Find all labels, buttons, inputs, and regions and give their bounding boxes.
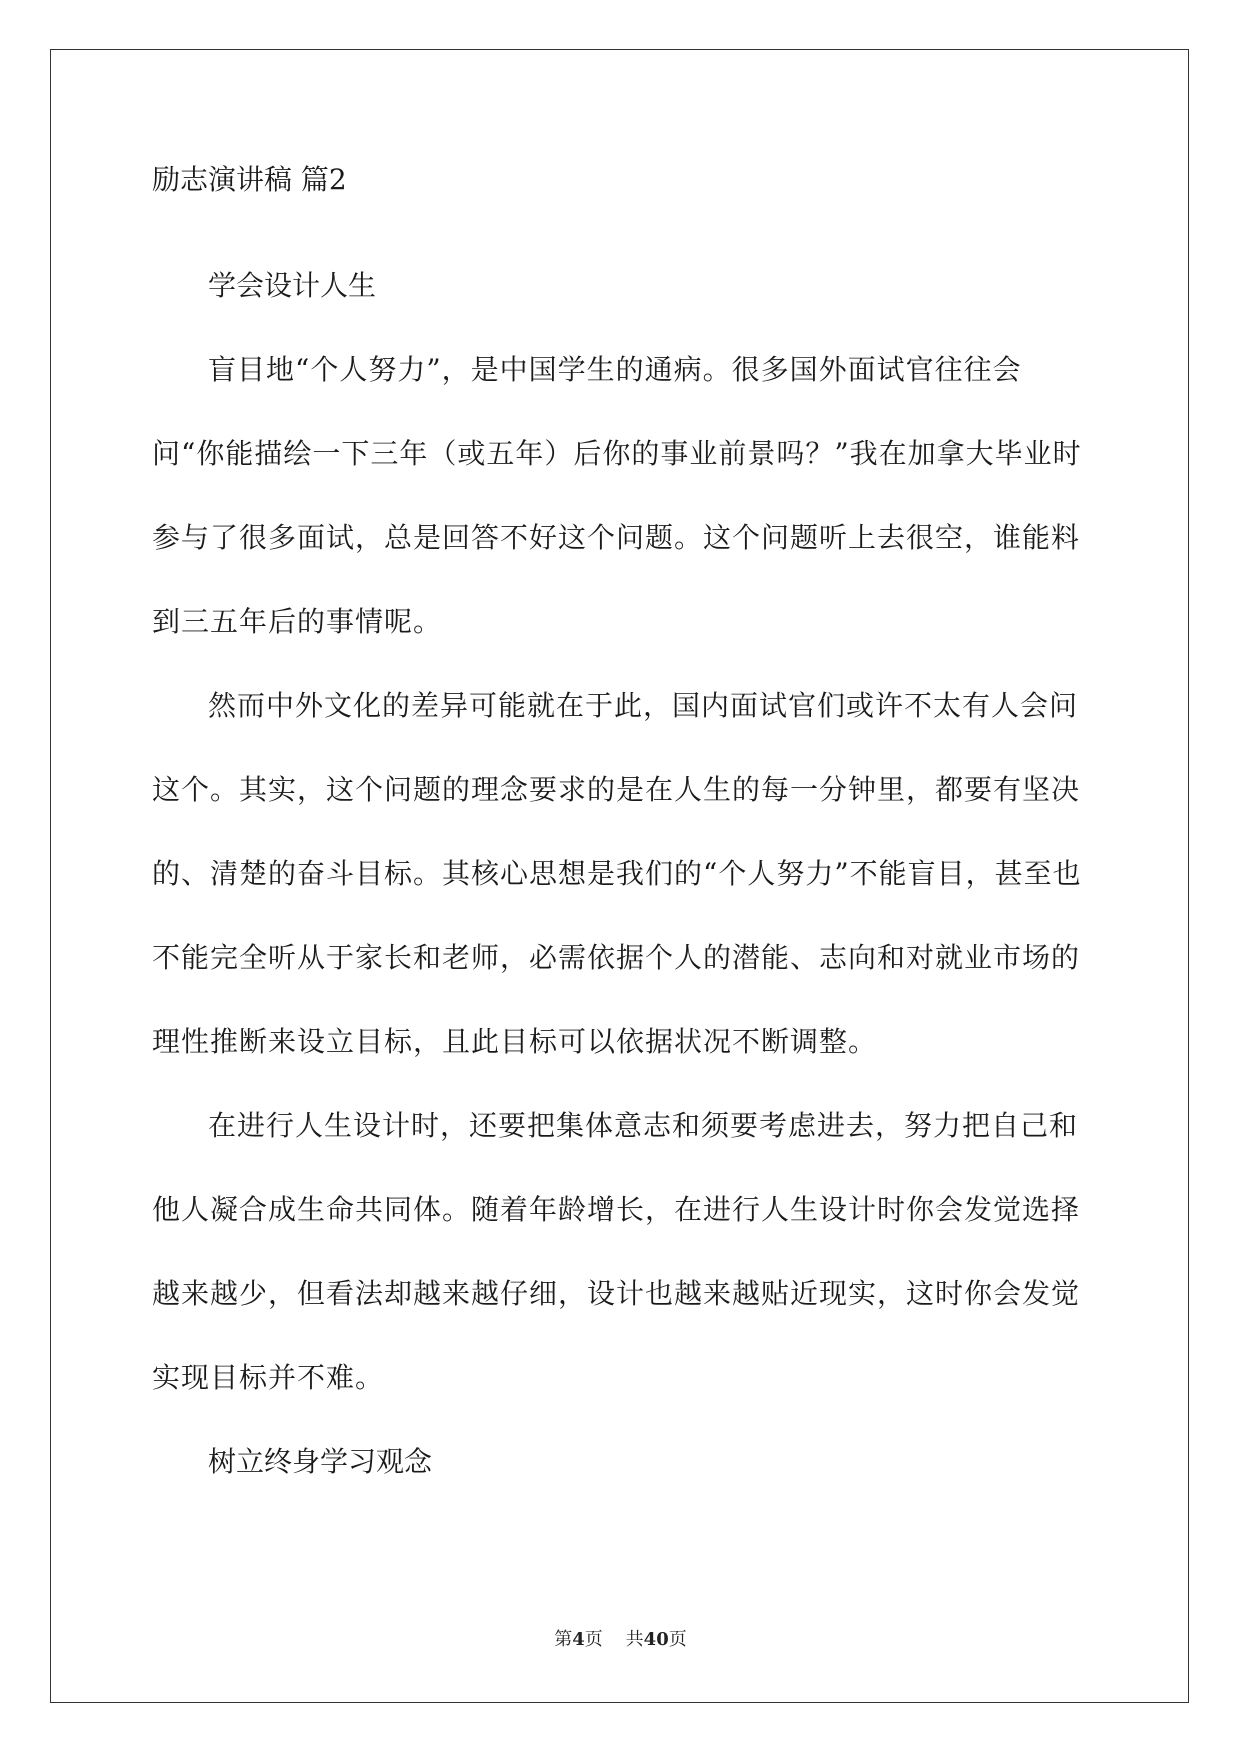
- page-footer: [0, 1628, 1241, 1652]
- document-heading: 励志演讲稿 篇2: [152, 163, 347, 196]
- footer-page-suffix: 页: [584, 1629, 603, 1650]
- subheading-lifelong-learning: 树立终身学习观念: [208, 1445, 433, 1478]
- footer-page-number: 4: [572, 1629, 585, 1650]
- footer-total-pages: 40: [643, 1629, 669, 1650]
- footer-total-prefix: 共: [625, 1629, 644, 1650]
- paragraph-2: 然而中外文化的差异可能就在于此，国内面试官们或许不太有人会问这个。其实，这个问题的理念要求的是在人生的每一分钟里，都要有坚决的、清楚的奋斗目标。其核心思想是我们的“个人努力”不能盲目，甚至也不能完全听从于家长和老师，必需依据个人的潜能、志向和对就业市场的理性推断来设立目标，且此目标可以依据状况不断调整。: [152, 689, 1082, 1058]
- paragraph-3: 在进行人生设计时，还要把集体意志和须要考虑进去，努力把自己和他人凝合成生命共同体。随着年龄增长，在进行人生设计时你会发觉选择越来越少，但看法却越来越仔细，设计也越来越贴近现实，这时你会发觉实现目标并不难。: [152, 1109, 1081, 1394]
- footer-prefix: 第: [554, 1629, 573, 1650]
- document-body: [152, 160, 1092, 1504]
- footer-total-suffix: 页: [668, 1629, 687, 1650]
- subheading-design-life: 学会设计人生: [208, 269, 377, 302]
- paragraph-1: 盲目地“个人努力”，是中国学生的通病。很多国外面试官往往会问“你能描绘一下三年（或五年）后你的事业前景吗？”我在加拿大毕业时参与了很多面试，总是回答不好这个问题。这个问题听上去很空，谁能料到三五年后的事情呢。: [152, 353, 1082, 638]
